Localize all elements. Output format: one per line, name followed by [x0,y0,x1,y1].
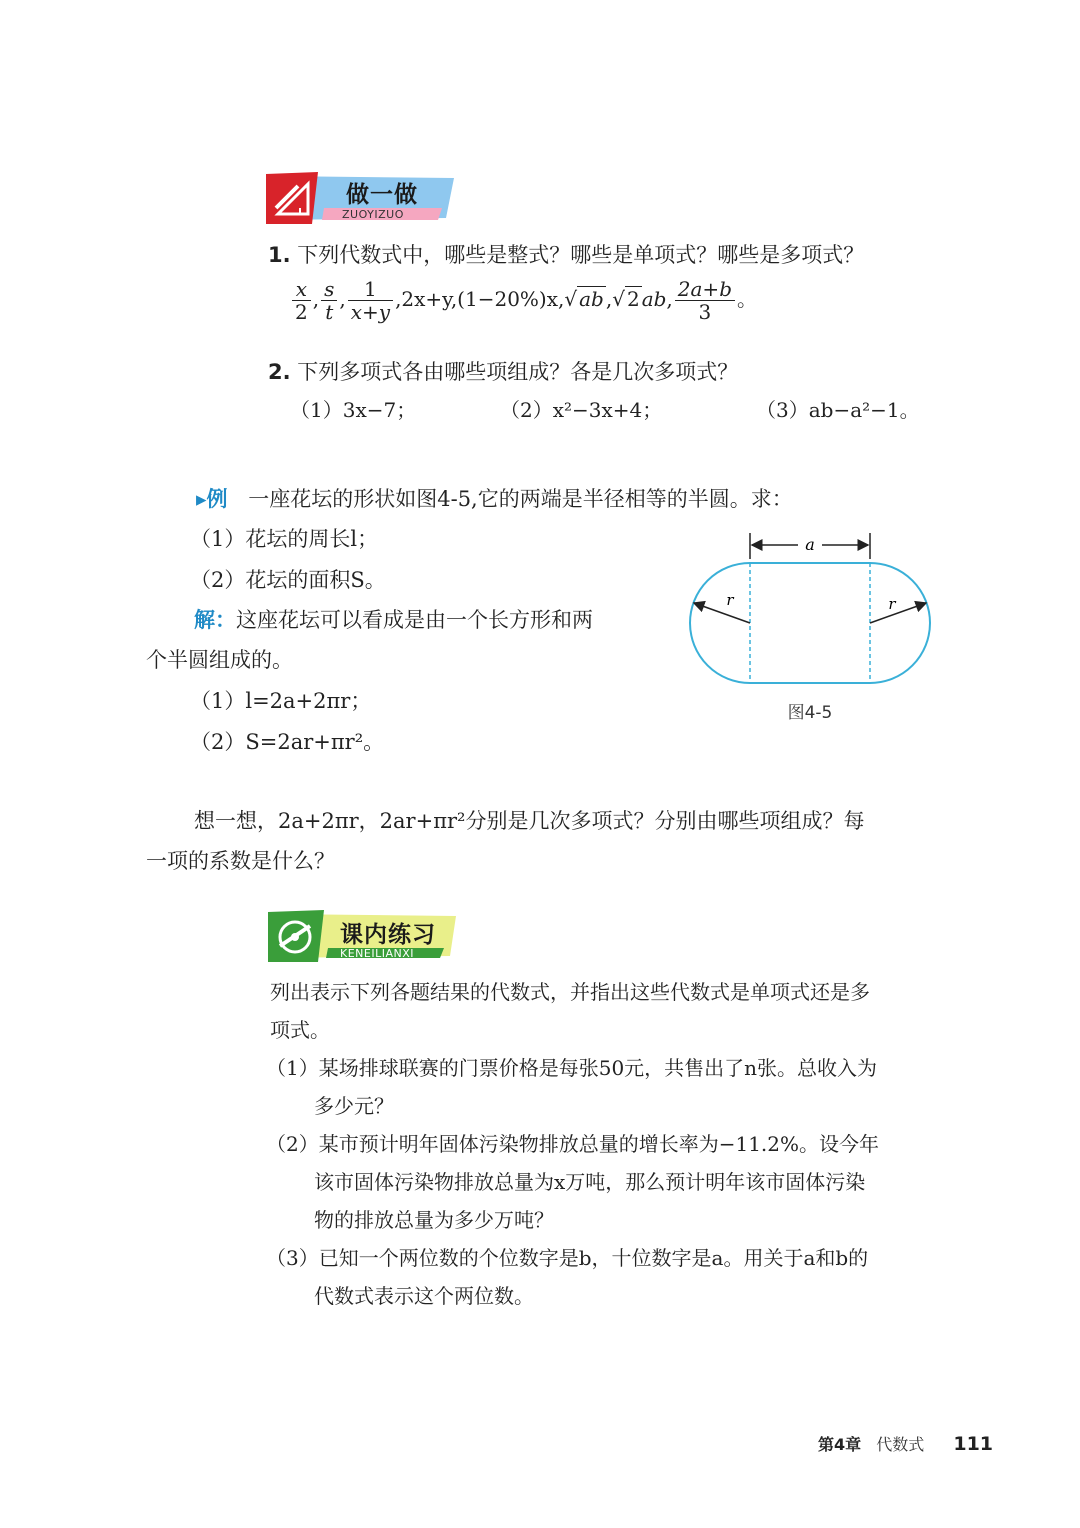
zuoyizuo-title: 做一做 [346,182,418,208]
example-line [196,484,793,514]
frac-den-t: t [321,300,337,323]
frac-den-3: 3 [675,300,735,323]
solution-line-2: 个半圆组成的。 [146,648,293,672]
expr-middle: ,2x+y,(1−20%)x, [395,287,565,311]
frac-num-x: x [295,277,307,301]
practice-item-1-line-2: 多少元？ [314,1094,394,1118]
solution-label: 解： [194,608,236,632]
question-1-expression: $\frac{x}{2}$ , $\frac{s}{t}$ , $\frac{1}{x+y}$ ,2x+y,(1−20%)x,√ ab ,√ 2 ab, $\frac{2a+b}{3}$ 。 [290,278,757,323]
practice-intro-2: 项式。 [270,1018,330,1042]
practice-item-3-line-2: 代数式表示这个两位数。 [314,1284,534,1308]
question-2-item-3: （3）ab−a²−1。 [756,398,920,422]
practice-item-2-line-3: 物的排放总量为多少万吨？ [314,1208,554,1232]
expr-end: 。 [737,287,757,311]
expr-ab: ab [641,287,667,311]
protractor-icon [274,916,316,958]
page-number: 111 [953,1433,994,1455]
example-ask-1: （1）花坛的周长l； [190,527,379,551]
think-line-1: 想一想，2a+2πr，2ar+πr²分别是几次多项式？分别由哪些项组成？每 [194,809,865,833]
practice-banner [268,910,458,962]
example-label: ▸例 [196,487,228,511]
figure-4-5 [680,525,940,735]
practice-item-2-line-2: 该市固体污染物排放总量为x万吨，那么预计明年该市固体污染 [314,1170,866,1194]
practice-item-2-line-1: （2）某市预计明年固体污染物排放总量的增长率为−11.2%。设今年 [266,1132,880,1156]
footer-chapter: 第4章 [818,1435,862,1454]
frac-den-2: 2 [292,300,311,323]
question-2-text: 下列多项式各由哪些项组成？各是几次多项式？ [297,360,739,384]
question-1 [268,240,864,270]
frac-num-2apb: 2a+b [677,277,732,301]
practice-item-3-line-1: （3）已知一个两位数的个位数字是b，十位数字是a。用关于a和b的 [266,1246,869,1270]
example-text: 一座花坛的形状如图4-5,它的两端是半径相等的半圆。求： [248,487,793,511]
frac-den-xpy: x+y [348,300,393,323]
label-r-right: r [888,595,896,613]
zuoyizuo-banner [266,172,456,224]
practice-subtitle: KENEILIANXI [340,947,414,960]
sqrt-2: 2 [626,287,640,311]
radius-arrow-left [694,603,750,623]
flowerbed-outline [690,563,930,683]
frac-num-1: 1 [364,277,377,301]
practice-intro-1: 列出表示下列各题结果的代数式，并指出这些代数式是单项式还是多 [270,980,870,1004]
figure-caption: 图4-5 [787,703,833,723]
question-2-number: 2. [268,360,291,384]
think-line-2: 一项的系数是什么？ [146,849,335,873]
footer-chapter-title: 代数式 [876,1435,925,1454]
label-r-left: r [726,591,734,609]
example-ask-2: （2）花坛的面积S。 [190,568,386,592]
practice-item-1-line-1: （1）某场排球联赛的门票价格是每张50元，共售出了n张。总收入为 [266,1056,878,1080]
label-a: a [805,535,815,554]
solution-line-1 [194,605,593,635]
question-1-text: 下列代数式中，哪些是整式？哪些是单项式？哪些是多项式？ [297,243,865,267]
question-2 [268,357,738,387]
page-footer [818,1432,993,1455]
answer-1: （1）l=2a+2πr； [190,689,372,713]
solution-text-1: 这座花坛可以看成是由一个长方形和两 [236,608,593,632]
practice-title: 课内练习 [340,922,436,948]
question-2-item-1: （1）3x−7； [290,398,417,422]
sqrt-ab: ab [579,287,604,311]
zuoyizuo-subtitle: ZUOYIZUO [342,208,404,221]
question-2-item-2: （2）x²−3x+4； [500,398,663,422]
frac-num-s: s [324,277,335,301]
answer-2: （2）S=2ar+πr²。 [190,730,385,754]
ruler-triangle-icon [272,178,312,218]
radius-arrow-right [870,603,926,623]
question-1-number: 1. [268,243,291,267]
